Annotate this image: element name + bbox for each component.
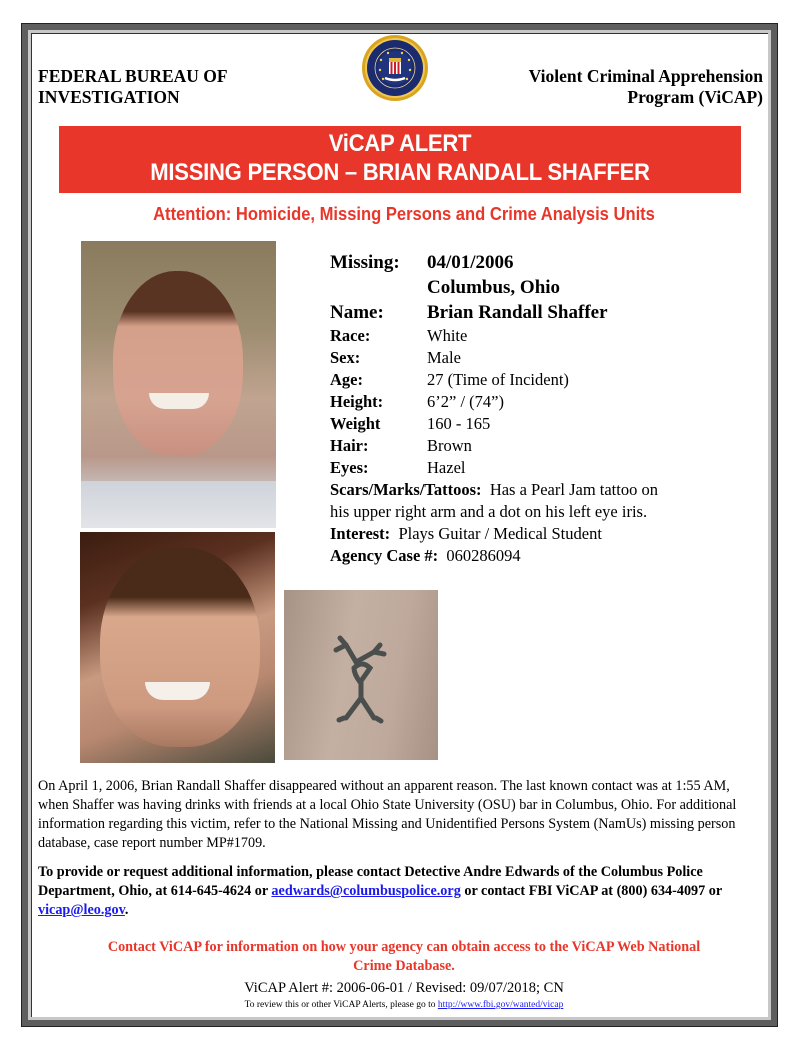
agency-name-line1: FEDERAL BUREAU OF [38,66,228,86]
portrait-photo-1 [81,241,276,528]
vicap-email-link[interactable]: vicap@leo.gov [38,902,125,918]
detail-age: Age: 27 (Time of Incident) [330,370,569,389]
detail-scars: Scars/Marks/Tattoos: Has a Pearl Jam tattoo on his upper right arm and a dot on his left eye iris. [330,480,658,521]
person-name: Brian Randall Shaffer [427,302,608,323]
attention-line: Attention: Homicide, Missing Persons and Crime Analysis Units [153,204,655,224]
program-name-line1: Violent Criminal Apprehension [528,66,763,86]
detail-sex: Sex: Male [330,348,461,367]
detail-missing-location [330,275,690,300]
program-name-line2: Program (ViCAP) [627,87,763,107]
detective-email-link[interactable]: aedwards@columbuspolice.org [271,883,461,899]
detail-race: Race: White [330,326,468,345]
detail-weight: Weight 160 - 165 [330,414,491,433]
detail-name: Name: Brian Randall Shaffer [330,302,608,323]
missing-date: 04/01/2006 [427,252,514,273]
detail-height: Height: 6’2” / (74”) [330,392,504,411]
vicap-website-link[interactable]: http://www.fbi.gov/wanted/vicap [437,1000,564,1010]
detail-case-number: Agency Case #: 060286094 [330,546,521,565]
alert-title: ViCAP ALERT [328,130,472,157]
review-line: To review this or other ViCAP Alerts, please go to http://www.fbi.gov/wanted/vicap [244,1000,564,1010]
alert-subtitle: MISSING PERSON – BRIAN RANDALL SHAFFER [150,159,650,186]
detail-hair: Hair: Brown [330,436,472,455]
missing-location: Columbus, Ohio [427,277,561,298]
pearl-jam-tattoo-icon [284,590,438,760]
fbi-seal-icon [361,34,429,102]
program-name [529,66,763,108]
tattoo-photo [284,590,438,760]
alert-banner [59,126,741,193]
vicap-access-notice: Contact ViCAP for information on how your agency can obtain access to the ViCAP Web National Crime Database. [107,939,701,974]
person-details [330,250,690,567]
agency-name-line2: INVESTIGATION [38,87,180,107]
contact-paragraph: To provide or request additional information, please contact Detective Andre Edwards of the Columbus Police Department, Ohio, at 614-645-4624 or aedwards@columbuspolice.org or contact FBI ViCAP at (800) 634-4097 or vicap@leo.gov. [38,864,722,918]
detail-missing: Missing: 04/01/2006 [330,252,514,273]
detail-eyes: Eyes: Hazel [330,458,466,477]
portrait-photo-2 [80,532,275,763]
agency-name [38,66,228,108]
detail-interest: Interest: Plays Guitar / Medical Student [330,524,602,543]
alert-number: ViCAP Alert #: 2006-06-01 / Revised: 09/07/2018; CN [244,980,564,996]
narrative-paragraph: On April 1, 2006, Brian Randall Shaffer disappeared without an apparent reason. The last known contact was at 1:55 AM, when Shaffer was having drinks with friends at a local Ohio State University (OSU) bar in Columbus, Ohio. For additional information regarding this victim, refer to the National Missing and Unidentified Persons System (NamUs) missing person database, case report number MP#1709. [38,778,737,851]
